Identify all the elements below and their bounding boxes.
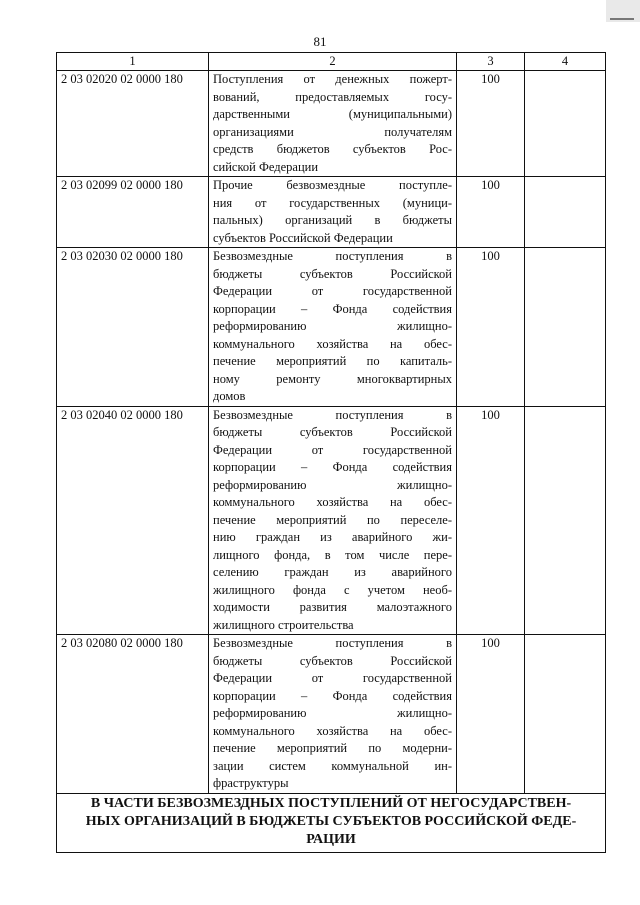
column-header-2: 2 [209,53,457,71]
description-line: зации систем коммунальной ин- [213,758,452,773]
description-line: организациями получателям [213,124,452,139]
scan-artifact [606,0,640,22]
description-cell [209,71,457,177]
description-line: бюджеты субъектов Российской [213,425,452,439]
amount-cell: 100 [457,635,525,794]
budget-code-cell: 2 03 02099 02 0000 180 [57,177,209,248]
description-line: субъектов Российской Федерации [213,230,393,245]
column-4-cell [525,635,606,794]
description-line: дарственными (муниципальными) [213,107,452,121]
description-line: Федерации от государственной [213,284,452,298]
description-line: домов [213,389,246,403]
description-cell [209,177,457,248]
description-cell [209,635,457,794]
column-4-cell [525,177,606,248]
budget-codes-table [56,52,606,853]
description-line: Безвозмездные поступления в [213,407,452,422]
description-line: лищного фонда, в том числе пере- [213,547,452,562]
section-heading [57,793,606,852]
column-4-cell [525,71,606,177]
description-line: жилищного фонда с учетом необ- [213,582,452,597]
description-line: фраструктуры [213,776,289,790]
page-number: 81 [313,34,327,49]
description-line: ному ремонту многоквартирных [213,371,452,386]
description-line: сийской Федерации [213,159,319,174]
budget-code-cell: 2 03 02020 02 0000 180 [57,71,209,177]
description-line: нию граждан из аварийного жи- [213,530,452,544]
table-row [57,177,606,248]
description-line: печение мероприятий по переселе- [213,512,452,527]
table-body [57,71,606,794]
description-line: Безвозмездные поступления в [213,636,452,650]
section-heading-row [57,793,606,852]
description-line: реформированию жилищно- [213,477,452,492]
amount-cell: 100 [457,406,525,635]
section-heading-line: РАЦИИ [306,831,356,847]
description-line: Безвозмездные поступления в [213,249,452,263]
description-line: бюджеты субъектов Российской [213,653,452,668]
table-row [57,406,606,635]
amount-cell: 100 [457,71,525,177]
description-line: средств бюджетов субъектов Рос- [213,142,452,156]
description-line: Федерации от государственной [213,671,452,685]
table-row [57,248,606,407]
description-line: коммунального хозяйства на обес- [213,723,452,738]
description-line: корпорации – Фонда содействия [213,301,452,316]
column-4-cell [525,248,606,407]
description-line: ходимости развития малоэтажного [213,600,452,614]
budget-code-cell: 2 03 02080 02 0000 180 [57,635,209,794]
column-header-3: 3 [457,53,525,71]
budget-code-cell: 2 03 02040 02 0000 180 [57,406,209,635]
description-line: печение мероприятий по модерни- [213,741,452,755]
description-line: коммунального хозяйства на обес- [213,336,452,351]
description-line: ния от государственных (муници- [213,195,452,210]
description-line: реформированию жилищно- [213,706,452,720]
description-line: пальных) организаций в бюджеты [213,213,452,227]
description-cell [209,406,457,635]
column-4-cell [525,406,606,635]
description-line: Прочие безвозмездные поступле- [213,178,452,192]
table-row [57,635,606,794]
table-header-row [57,53,606,71]
description-line: бюджеты субъектов Российской [213,266,452,281]
description-line: селению граждан из аварийного [213,565,452,579]
column-header-4: 4 [525,53,606,71]
description-line: жилищного строительства [213,617,354,632]
description-line: печение мероприятий по капиталь- [213,354,452,368]
description-line: Поступления от денежных пожерт- [213,72,452,86]
section-heading-line: НЫХ ОРГАНИЗАЦИЙ В БЮДЖЕТЫ СУБЪЕКТОВ РОССИЙСКОЙ ФЕДЕ- [85,813,577,829]
description-line: коммунального хозяйства на обес- [213,495,452,509]
description-line: корпорации – Фонда содействия [213,460,452,474]
budget-code-cell: 2 03 02030 02 0000 180 [57,248,209,407]
description-line: реформированию жилищно- [213,319,452,333]
amount-cell: 100 [457,248,525,407]
column-header-1: 1 [57,53,209,71]
description-line: вований, предоставляемых госу- [213,89,452,104]
section-heading-line: В ЧАСТИ БЕЗВОЗМЕЗДНЫХ ПОСТУПЛЕНИЙ ОТ НЕГОСУДАРСТВЕН- [90,795,572,811]
description-line: Федерации от государственной [213,442,452,457]
description-line: корпорации – Фонда содействия [213,688,452,703]
amount-cell: 100 [457,177,525,248]
table-row [57,71,606,177]
description-cell [209,248,457,407]
